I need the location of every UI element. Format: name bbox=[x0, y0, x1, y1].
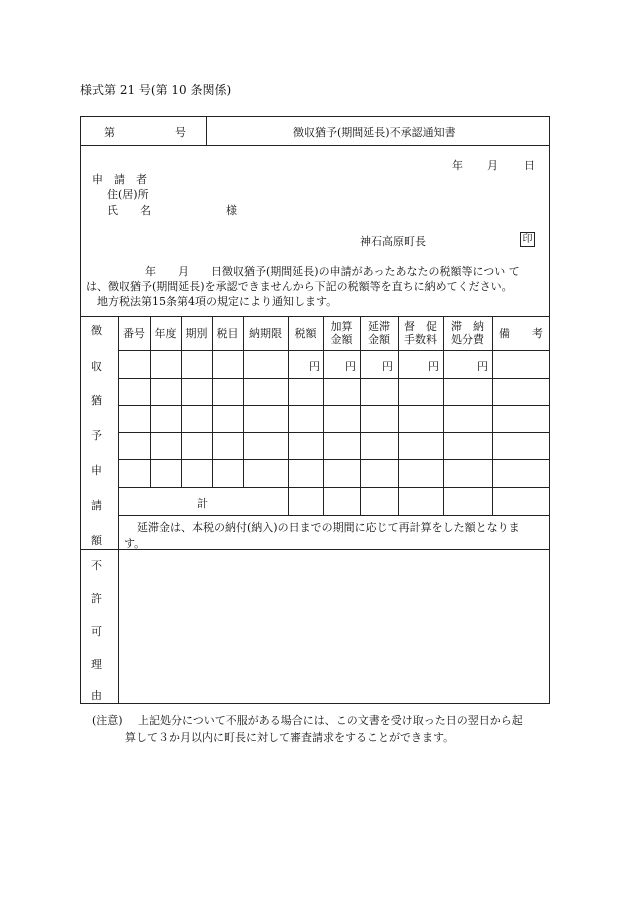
issuer-name: 神石高原町長 bbox=[360, 235, 426, 248]
divider bbox=[212, 316, 213, 487]
side-label-char: 徴 bbox=[91, 324, 102, 337]
footer-line-2: 算して３か月以内に町長に対して審査請求をすることができます。 bbox=[125, 731, 455, 744]
divider bbox=[118, 378, 550, 379]
total-label: 計 bbox=[197, 497, 208, 510]
form-id: 様式第 21 号(第 10 条関係) bbox=[80, 83, 232, 97]
body-line-3: 地方税法第15条第4項の規定により通知します。 bbox=[97, 295, 338, 308]
divider bbox=[492, 316, 493, 515]
reason-label-char: 由 bbox=[91, 689, 102, 702]
header-due-date: 納期限 bbox=[249, 327, 282, 340]
header-period: 期別 bbox=[185, 327, 208, 340]
header-year: 年度 bbox=[154, 327, 177, 340]
applicant-name-label: 氏 名 bbox=[107, 204, 151, 217]
honorific: 様 bbox=[226, 204, 237, 217]
side-label-char: 予 bbox=[91, 429, 102, 442]
header-addition-amount: 加算 金額 bbox=[330, 320, 353, 346]
divider bbox=[206, 116, 207, 145]
yen-mark: 円 bbox=[382, 360, 393, 373]
divider bbox=[118, 515, 550, 516]
yen-mark: 円 bbox=[309, 360, 320, 373]
header-remarks: 備 考 bbox=[499, 327, 543, 340]
footer-line-1: 上記処分について不服がある場合には、この文書を受け取った日の翌日から起 bbox=[138, 714, 523, 727]
applicant-address-label: 住(居)所 bbox=[107, 188, 149, 201]
reason-label-char: 許 bbox=[91, 592, 102, 605]
document-title: 徴収猶予(期間延長)不承認通知書 bbox=[293, 126, 456, 139]
reason-label-char: 理 bbox=[91, 658, 102, 671]
header-delinquency-amount: 延滞 金額 bbox=[368, 320, 390, 346]
side-label-char: 請 bbox=[91, 499, 102, 512]
reason-label-char: 可 bbox=[91, 625, 102, 638]
date-day: 日 bbox=[524, 159, 535, 172]
divider bbox=[118, 316, 119, 704]
yen-mark: 円 bbox=[428, 360, 439, 373]
divider bbox=[181, 316, 182, 487]
divider bbox=[150, 316, 151, 487]
header-number: 番号 bbox=[123, 327, 145, 340]
divider bbox=[80, 549, 550, 550]
body-line-1: 年 月 日徴収猶予(期間延長)の申請があったあなたの税額等につい て bbox=[145, 265, 520, 278]
divider bbox=[80, 145, 550, 146]
yen-mark: 円 bbox=[477, 360, 488, 373]
footer-label: (注意) bbox=[92, 714, 123, 727]
divider bbox=[118, 487, 550, 488]
header-tax-item: 税目 bbox=[216, 327, 239, 340]
seal-mark: 印 bbox=[520, 232, 535, 247]
header-disposition-cost: 滞 納 処分費 bbox=[451, 320, 484, 346]
number-label-left: 第 bbox=[104, 126, 115, 139]
divider bbox=[243, 316, 244, 487]
table-note-continued: す。 bbox=[124, 537, 146, 550]
divider bbox=[118, 459, 550, 460]
divider bbox=[118, 405, 550, 406]
header-tax-amount: 税額 bbox=[294, 327, 317, 340]
number-label-right: 号 bbox=[175, 126, 186, 139]
side-label-char: 収 bbox=[91, 360, 102, 373]
side-label-char: 額 bbox=[91, 534, 102, 547]
table-note: 延滞金は、本税の納付(納入)の日までの期間に応じて再計算をした額となりま bbox=[137, 521, 520, 534]
divider bbox=[118, 432, 550, 433]
divider bbox=[118, 350, 550, 351]
date-month: 月 bbox=[487, 159, 498, 172]
divider bbox=[288, 316, 289, 515]
yen-mark: 円 bbox=[345, 360, 356, 373]
side-label-char: 申 bbox=[91, 464, 102, 477]
reason-label-char: 不 bbox=[91, 559, 102, 572]
applicant-label: 申 請 者 bbox=[92, 173, 147, 186]
side-label-char: 猶 bbox=[91, 394, 102, 407]
body-line-2: は、徴収猶予(期間延長)を承認できませんから下記の税額等を直ちに納めてください。 bbox=[86, 280, 513, 293]
header-demand-fee: 督 促 手数料 bbox=[404, 320, 437, 346]
date-year: 年 bbox=[452, 159, 463, 172]
